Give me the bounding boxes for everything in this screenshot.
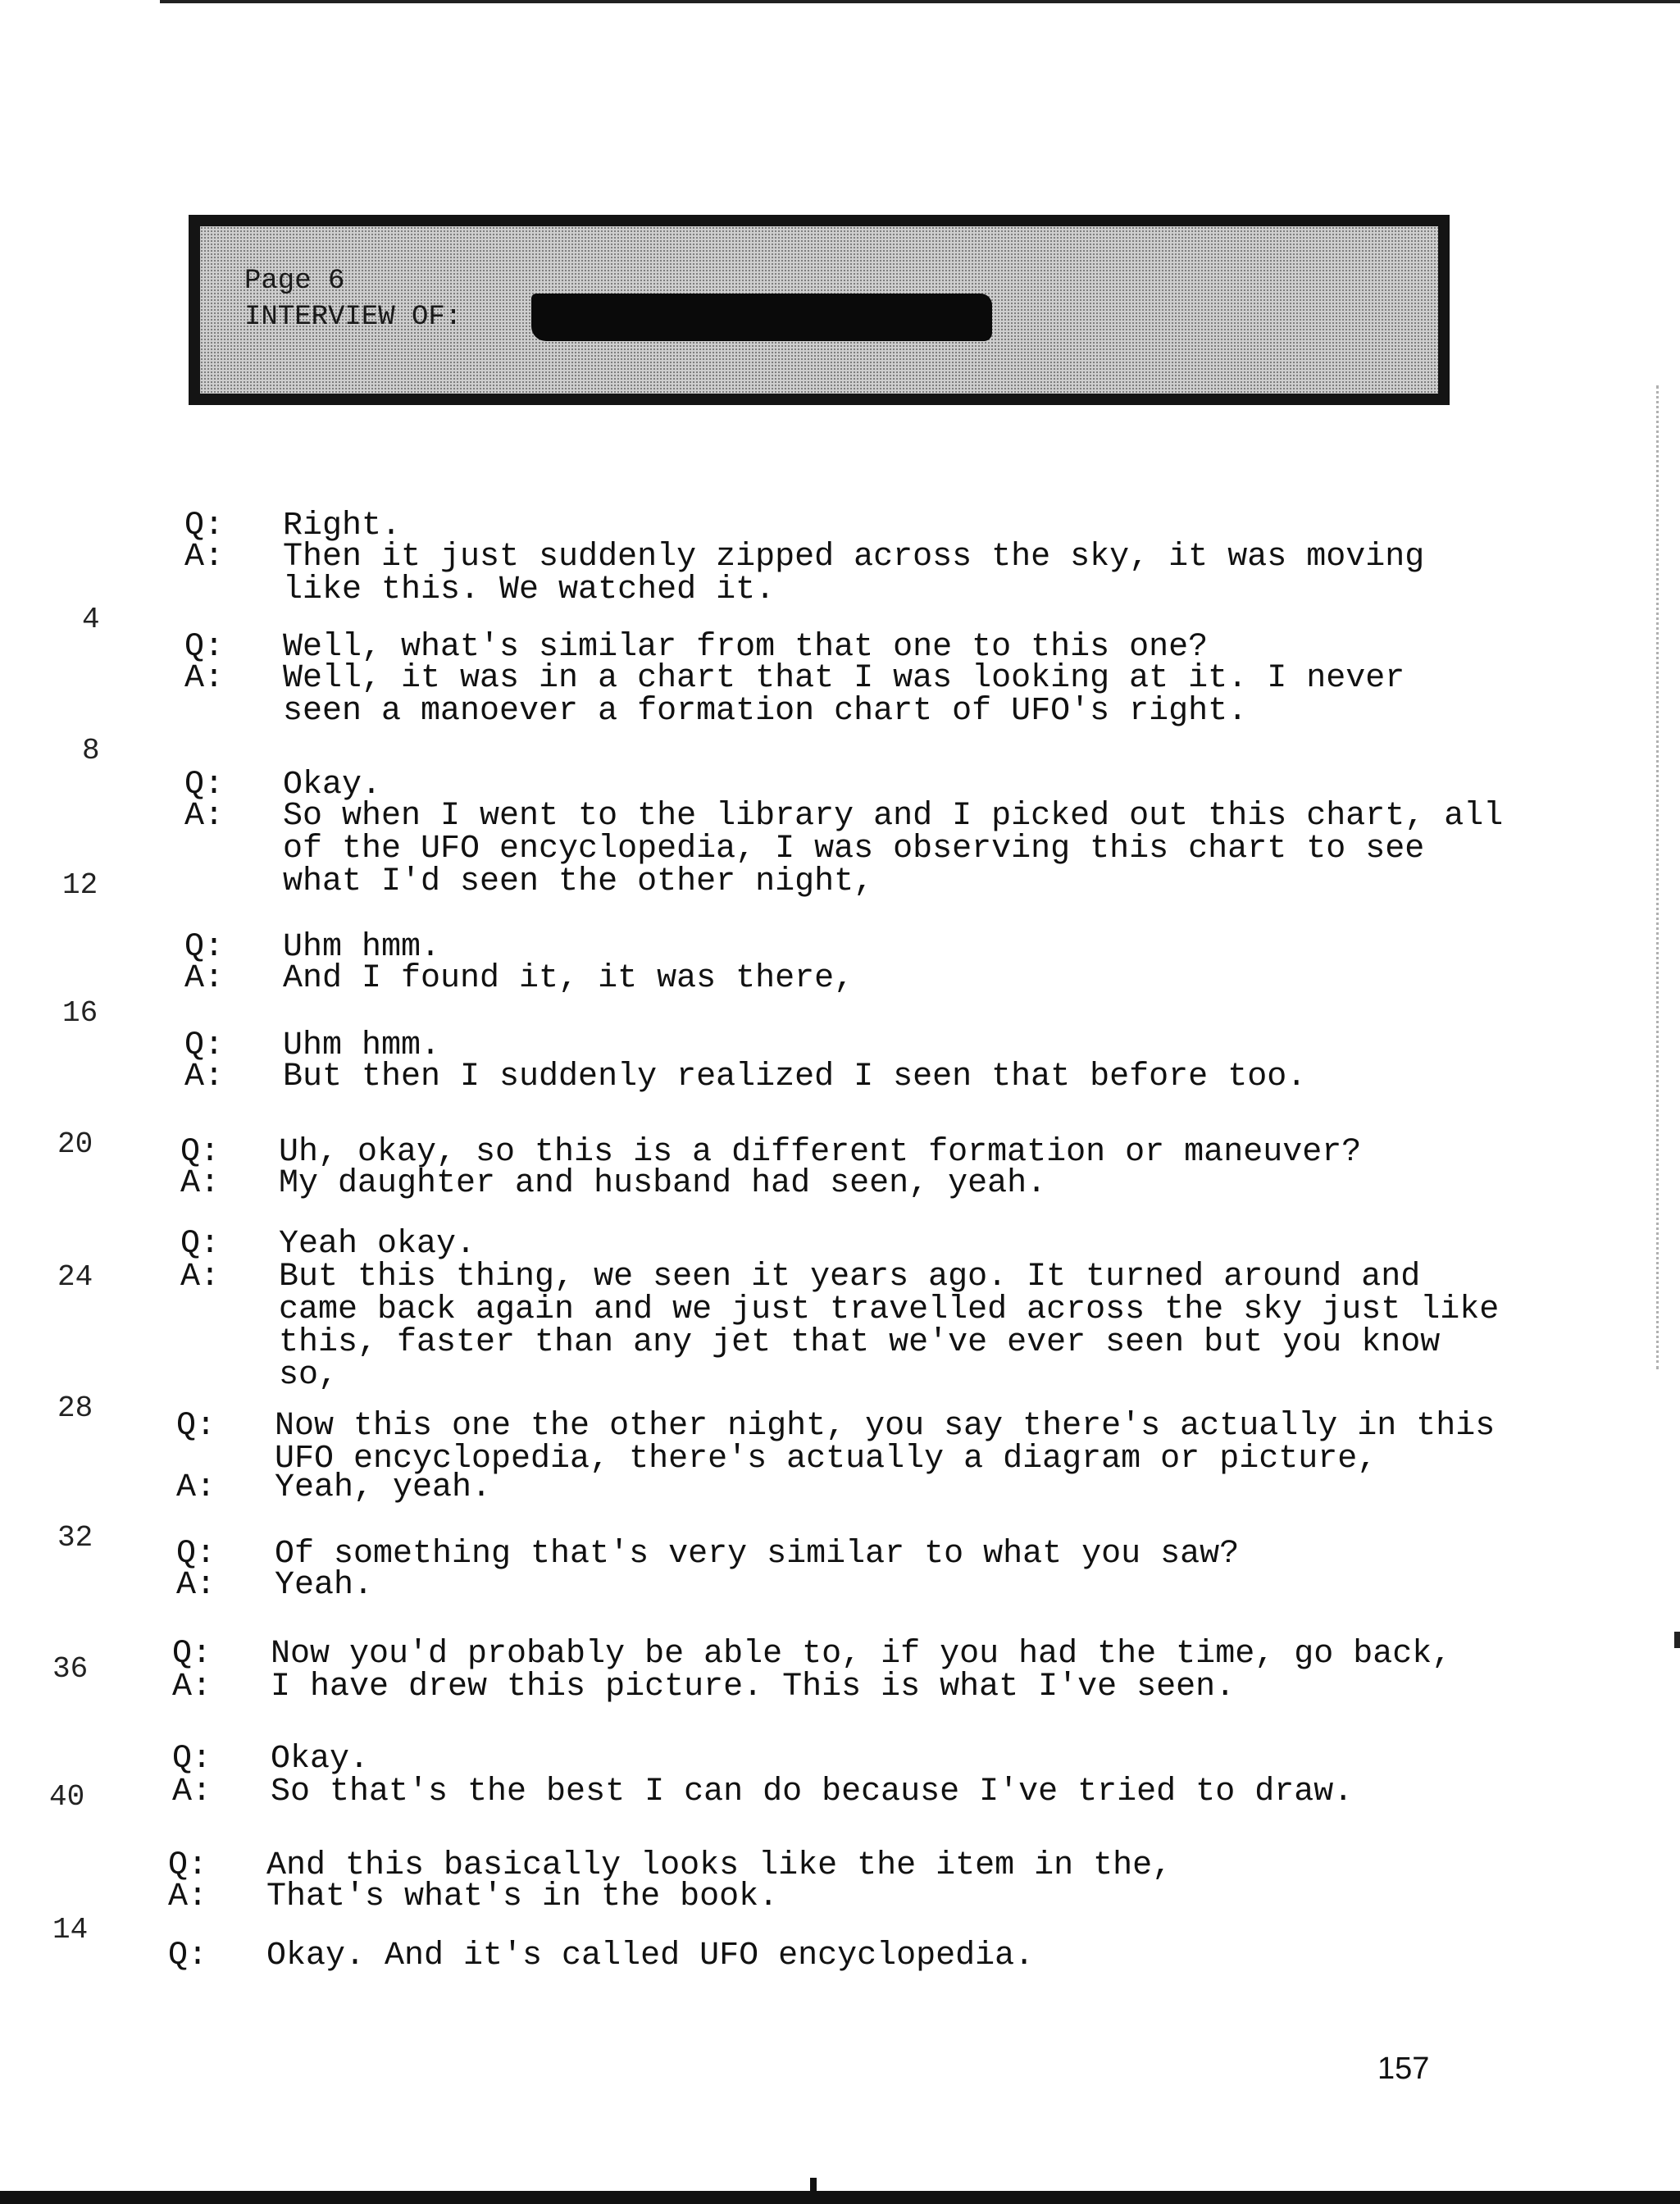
line-number: 14 bbox=[52, 1913, 89, 1947]
line-number: 16 bbox=[62, 996, 98, 1030]
dialogue-text bbox=[283, 769, 381, 802]
dialogue-text bbox=[283, 510, 401, 543]
line-number: 20 bbox=[57, 1127, 93, 1161]
dialogue-text-line: this, faster than any jet that we've ever seen but you know bbox=[279, 1324, 1441, 1361]
dialogue-text bbox=[279, 1228, 476, 1261]
speaker-label: Q: bbox=[184, 929, 225, 966]
speaker-label: A: bbox=[172, 1774, 212, 1810]
dialogue-text-line: Well, it was in a chart that I was looking at it. I never bbox=[283, 660, 1405, 697]
top-edge-line bbox=[160, 0, 1680, 3]
dialogue-text-line: Yeah okay. bbox=[279, 1226, 476, 1263]
dialogue-text bbox=[271, 1638, 1451, 1671]
dialogue-text bbox=[283, 800, 1503, 899]
line-number: 32 bbox=[57, 1521, 93, 1555]
speaker-label: Q: bbox=[184, 767, 225, 804]
margin-marks bbox=[1656, 385, 1664, 1369]
line-number: 40 bbox=[49, 1780, 85, 1814]
dialogue-text bbox=[283, 631, 1208, 664]
dialogue-text bbox=[283, 660, 1405, 730]
speaker-label: Q: bbox=[180, 1226, 221, 1263]
speaker-label: A: bbox=[172, 1669, 212, 1705]
speaker-label: A: bbox=[176, 1567, 216, 1604]
dialogue-text bbox=[279, 1136, 1361, 1169]
dialogue-text bbox=[266, 1940, 1034, 1973]
dialogue-text-line: Right. bbox=[283, 508, 402, 544]
redaction-block bbox=[531, 294, 992, 341]
dialogue-text-line: But then I suddenly realized I seen that before too. bbox=[283, 1059, 1307, 1095]
speaker-label: Q: bbox=[184, 1027, 225, 1064]
dialogue-text-line: And this basically looks like the item in the, bbox=[266, 1847, 1172, 1884]
speaker-label: A: bbox=[184, 1059, 225, 1095]
line-number: 4 bbox=[82, 603, 100, 636]
dialogue-text-line: That's what's in the book. bbox=[266, 1878, 779, 1915]
line-number: 28 bbox=[57, 1391, 93, 1425]
dialogue-text-line: Okay. And it's called UFO encyclopedia. bbox=[266, 1938, 1035, 1974]
line-number: 36 bbox=[52, 1652, 89, 1686]
dialogue-text-line: like this. We watched it. bbox=[283, 571, 776, 608]
line-number: 12 bbox=[62, 868, 98, 902]
dialogue-text bbox=[275, 1410, 1495, 1476]
dialogue-text-line: Then it just suddenly zipped across the sky, it was moving bbox=[283, 539, 1425, 576]
dialogue-text-line: of the UFO encyclopedia, I was observing this chart to see bbox=[283, 831, 1425, 867]
dialogue-text-line: Of something that's very similar to what you saw? bbox=[275, 1536, 1240, 1573]
dialogue-text-line: But this thing, we seen it years ago. It turned around and bbox=[279, 1259, 1421, 1296]
speaker-label: A: bbox=[180, 1165, 221, 1202]
dialogue-text bbox=[283, 931, 440, 964]
speaker-label: Q: bbox=[176, 1536, 216, 1573]
dialogue-text-line: Now you'd probably be able to, if you had the time, go back, bbox=[271, 1636, 1452, 1673]
page-number: 157 bbox=[1377, 2051, 1430, 2086]
dialogue-text bbox=[283, 960, 854, 997]
dialogue-text-line: Uhm hmm. bbox=[283, 1027, 441, 1064]
dialogue-text-line: Uhm hmm. bbox=[283, 929, 441, 966]
dialogue-text-line: UFO encyclopedia, there's actually a diagram or picture, bbox=[275, 1441, 1377, 1478]
page-header-box bbox=[189, 215, 1450, 405]
speaker-label: A: bbox=[168, 1878, 208, 1915]
dialogue-text bbox=[275, 1569, 373, 1602]
dialogue-text bbox=[271, 1743, 369, 1776]
dialogue-text-line: Okay. bbox=[271, 1741, 370, 1778]
dialogue-text bbox=[283, 541, 1424, 607]
dialogue-text-line: So that's the best I can do because I've tried to draw. bbox=[271, 1774, 1354, 1810]
dialogue-text-line: Well, what's similar from that one to this one? bbox=[283, 629, 1209, 666]
margin-bar bbox=[1674, 1632, 1680, 1648]
speaker-label: Q: bbox=[172, 1636, 212, 1673]
dialogue-text bbox=[279, 1261, 1499, 1392]
dialogue-text bbox=[283, 1061, 1306, 1094]
page-label: Page 6 bbox=[244, 266, 345, 297]
dialogue-text bbox=[275, 1538, 1239, 1571]
dialogue-text-line: Uh, okay, so this is a different formation or maneuver? bbox=[279, 1134, 1362, 1171]
dialogue-text-line: Yeah. bbox=[275, 1567, 374, 1604]
dialogue-text-line: My daughter and husband had seen, yeah. bbox=[279, 1165, 1047, 1202]
line-number: 8 bbox=[82, 734, 100, 767]
speaker-label: Q: bbox=[168, 1847, 208, 1884]
dialogue-text bbox=[283, 1027, 441, 1064]
speaker-label: A: bbox=[176, 1469, 216, 1506]
dialogue-text-line: seen a manoever a formation chart of UFO's right. bbox=[283, 693, 1248, 730]
dialogue-text bbox=[266, 1878, 779, 1915]
dialogue-text-line: came back again and we just travelled across the sky just like bbox=[279, 1291, 1500, 1328]
speaker-label: A: bbox=[184, 960, 225, 997]
speaker-label: A: bbox=[184, 539, 225, 576]
interview-label: INTERVIEW OF: bbox=[244, 302, 462, 333]
speaker-label: Q: bbox=[180, 1134, 221, 1171]
dialogue-text bbox=[271, 1776, 1353, 1809]
line-number: 24 bbox=[57, 1260, 93, 1294]
dialogue-text-line: And I found it, it was there, bbox=[283, 960, 854, 997]
dialogue-text-line: Now this one the other night, you say there's actually in this bbox=[275, 1408, 1496, 1445]
speaker-label: Q: bbox=[168, 1938, 208, 1974]
dialogue-text-line: So when I went to the library and I picked out this chart, all bbox=[283, 798, 1504, 835]
dialogue-text-line: I have drew this picture. This is what I've seen. bbox=[271, 1669, 1236, 1705]
speaker-label: A: bbox=[180, 1259, 221, 1296]
speaker-label: Q: bbox=[184, 508, 225, 544]
speaker-label: A: bbox=[184, 660, 225, 697]
dialogue-text bbox=[279, 1165, 1047, 1202]
dialogue-text-line: so, bbox=[279, 1357, 339, 1394]
dialogue-text bbox=[266, 1847, 1172, 1884]
dialogue-text-line: Yeah, yeah. bbox=[275, 1469, 492, 1506]
dialogue-text bbox=[275, 1469, 492, 1506]
dialogue-text-line: Okay. bbox=[283, 767, 382, 804]
speaker-label: A: bbox=[184, 798, 225, 835]
bottom-edge-bar bbox=[0, 2191, 1680, 2204]
dialogue-text bbox=[271, 1671, 1235, 1704]
speaker-label: Q: bbox=[176, 1408, 216, 1445]
speaker-label: Q: bbox=[172, 1741, 212, 1778]
dialogue-text-line: what I'd seen the other night, bbox=[283, 863, 874, 900]
speaker-label: Q: bbox=[184, 629, 225, 666]
